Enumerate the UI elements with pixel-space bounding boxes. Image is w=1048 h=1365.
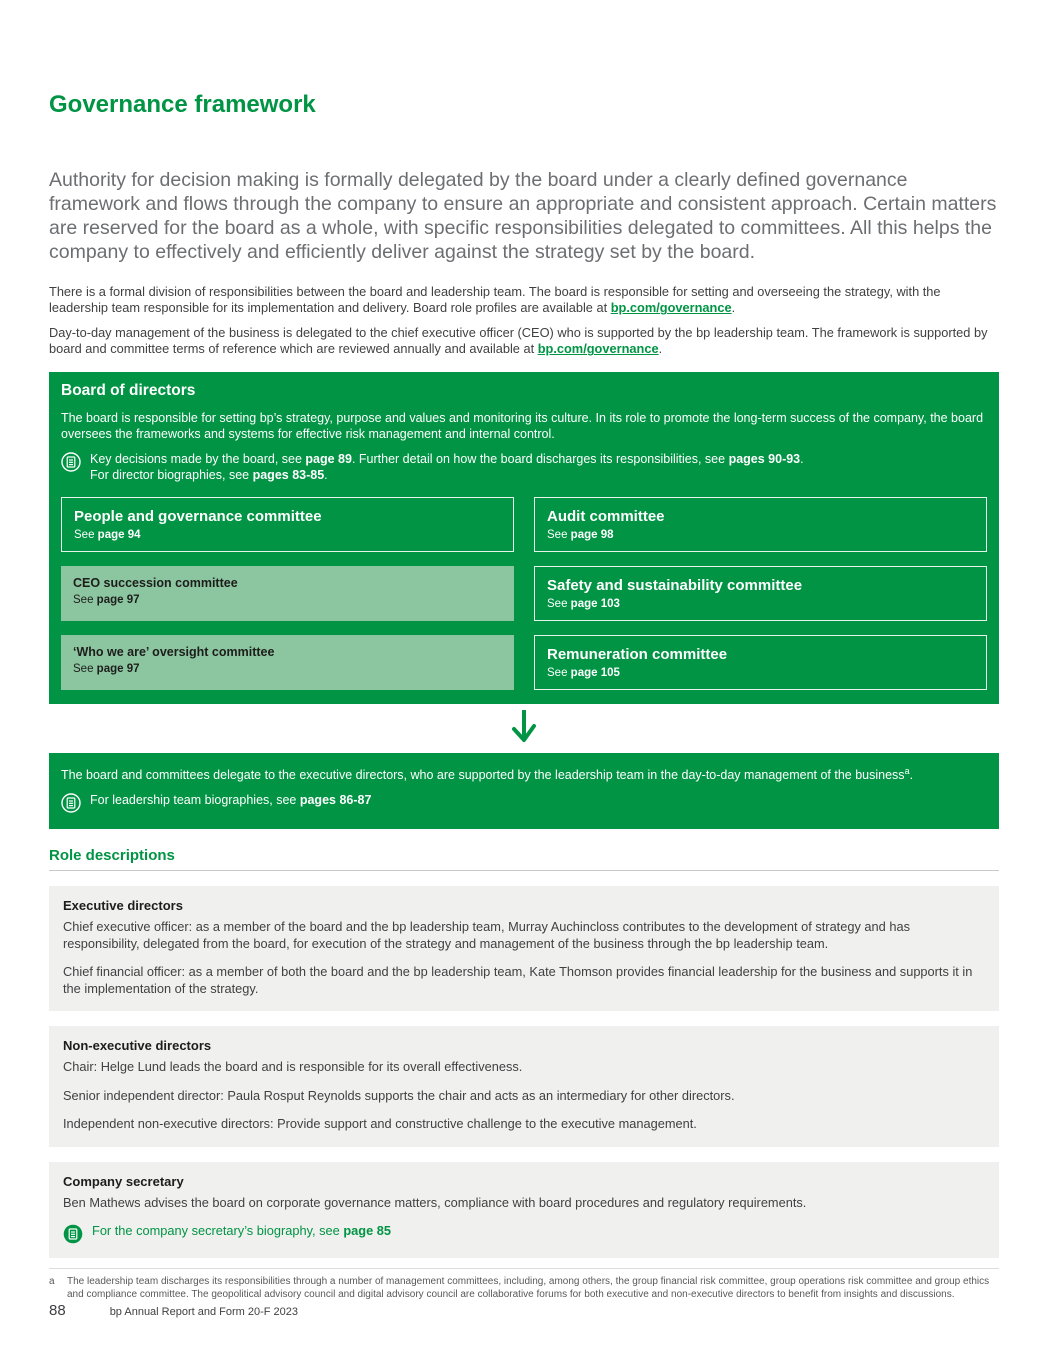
secretary-biography-note [63, 1223, 985, 1244]
committee-title: Remuneration committee [547, 645, 728, 663]
footnote [49, 1268, 999, 1301]
page-content [0, 92, 1048, 1301]
paragraph-text: Day-to-day management of the business is delegated to the chief executive officer (CEO) who is supported by the bp leadership team. The framework is supported by board and committee terms of reference which are reviewed annually and available at [49, 324, 988, 357]
see-label: See [73, 662, 97, 675]
non-executive-directors-panel [49, 1026, 999, 1147]
page-reference: page 103 [570, 597, 620, 610]
note-text: . [324, 467, 328, 482]
committee-page-ref [547, 667, 974, 679]
board-panel-title: Board of directors [61, 381, 196, 399]
panel-paragraph: Chair: Helge Lund leads the board and is responsible for its overall effectiveness. [63, 1059, 523, 1075]
panel-title: Executive directors [63, 898, 183, 914]
paragraph-day-to-day [49, 325, 999, 358]
note-text [90, 451, 804, 483]
see-label: See [73, 593, 97, 606]
note-text: . Further detail on how the board discharges its responsibilities, see [351, 451, 729, 466]
page-title: Governance framework [49, 91, 316, 118]
committee-title: Safety and sustainability committee [547, 576, 803, 594]
company-secretary-panel [49, 1162, 999, 1259]
paragraph-text: There is a formal division of responsibilities between the board and leadership team. The board is responsible for setting and overseeing the strategy, with the leadership team responsible for its implementation and delivery. Board role profiles are available at [49, 283, 941, 316]
footnote-text: The leadership team discharges its responsibilities through a number of management committees, including, among others, the group financial risk committee, group operations risk committee and group ethics and compliance committee. The geopolitical advisory council and digital advisory council are collaborative forums for both executive and non-executive directors to benefit from insights and discussions. [67, 1276, 990, 1301]
page-reference: pages 86-87 [299, 793, 372, 808]
note-text: For director biographies, see [90, 467, 253, 482]
leadership-biographies-note [61, 792, 987, 813]
footnote-marker: a [49, 1276, 55, 1288]
panel-paragraph: Senior independent director: Paula Rosput Reynolds supports the chair and acts as an intermediary for other directors. [63, 1087, 735, 1103]
committee-card [534, 635, 987, 690]
panel-paragraph: Ben Mathews advises the board on corporate governance matters, compliance with board procedures and regulatory requirements. [63, 1194, 807, 1210]
governance-link[interactable]: bp.com/governance [610, 300, 732, 316]
see-label: See [547, 597, 571, 610]
committee-title: Audit committee [547, 507, 665, 525]
intro-paragraph: Authority for decision making is formally delegated by the board under a clearly defined governance framework and flows through the company to ensure an appropriate and consistent approach. Certain matters are reserved for the board as a whole, with specific responsibilities delegated to committees. All this helps the company to effectively and efficiently deliver against the strategy set by the board. [49, 169, 997, 264]
page-reference: page 94 [97, 528, 141, 541]
page-reference: page 97 [96, 593, 140, 606]
delegation-text-end: . [909, 768, 914, 783]
panel-title: Company secretary [63, 1173, 184, 1189]
delegation-text [61, 763, 987, 783]
document-icon [63, 1224, 83, 1244]
document-icon [61, 452, 81, 472]
role-descriptions-heading: Role descriptions [49, 847, 999, 871]
page-reference: pages 83-85 [252, 467, 325, 482]
document-icon [61, 793, 81, 813]
committee-card [534, 497, 987, 552]
note-text: For leadership team biographies, see [90, 793, 300, 808]
panel-title: Non-executive directors [63, 1038, 212, 1054]
board-of-directors-panel [49, 372, 999, 704]
page-reference: pages 90-93 [728, 451, 801, 466]
committee-grid [61, 497, 987, 690]
committee-page-ref [74, 529, 501, 541]
page-reference: page 105 [570, 666, 620, 679]
governance-link[interactable]: bp.com/governance [537, 341, 659, 357]
note-text [92, 1223, 391, 1239]
delegation-panel [49, 753, 999, 829]
down-arrow-icon [508, 731, 540, 748]
committee-card [61, 635, 514, 690]
committee-title: ‘Who we are’ oversight committee [73, 644, 275, 659]
committee-card [61, 566, 514, 621]
committee-page-ref [547, 529, 974, 541]
page-reference: page 85 [343, 1223, 391, 1239]
note-text: For the company secretary’s biography, see [92, 1223, 344, 1239]
committee-title: People and governance committee [74, 507, 322, 525]
note-text [90, 792, 371, 808]
page-reference: page 97 [96, 662, 140, 675]
committee-title: CEO succession committee [73, 575, 238, 590]
footer-text: bp Annual Report and Form 20-F 2023 [109, 1306, 299, 1318]
paragraph-responsibilities [49, 284, 999, 317]
delegation-flow-arrow-wrap [49, 710, 999, 749]
page-footer [49, 1302, 298, 1319]
see-label: See [547, 528, 571, 541]
committee-page-ref [73, 663, 502, 675]
note-text: . [800, 451, 804, 466]
page-reference: page 89 [305, 451, 352, 466]
see-label: See [547, 666, 571, 679]
board-panel-body: The board is responsible for setting bp’s strategy, purpose and values and monitoring its culture. In its role to promote the long-term success of the company, the board oversees the frameworks and systems for effective risk management and internal control. [61, 410, 984, 441]
note-text: Key decisions made by the board, see [90, 451, 306, 466]
committee-page-ref [547, 598, 974, 610]
footnote-marker-sup: a [904, 765, 910, 776]
committee-page-ref [73, 594, 502, 606]
delegation-text-main: The board and committees delegate to the executive directors, who are supported by the leadership team in the day-to-day management of the business [61, 768, 905, 783]
page-reference: page 98 [570, 528, 614, 541]
board-key-decisions-note [61, 451, 987, 483]
panel-paragraph: Independent non-executive directors: Provide support and constructive challenge to the executive management. [63, 1116, 697, 1132]
see-label: See [74, 528, 98, 541]
panel-paragraph: Chief executive officer: as a member of the board and the bp leadership team, Murray Auchincloss contributes to the development of strategy and has responsibility, delegated from the board, for execution of the strategy and management of the business through the bp leadership team. [63, 919, 910, 951]
panel-paragraph: Chief financial officer: as a member of both the board and the bp leadership team, Kate Thomson provides financial leadership for the business and supports it in the implementation of the strategy. [63, 964, 973, 996]
committee-card [61, 497, 514, 552]
paragraph-text: . [731, 300, 736, 316]
executive-directors-panel [49, 886, 999, 1011]
committee-card [534, 566, 987, 621]
page-number: 88 [49, 1302, 66, 1319]
paragraph-text: . [658, 341, 663, 357]
